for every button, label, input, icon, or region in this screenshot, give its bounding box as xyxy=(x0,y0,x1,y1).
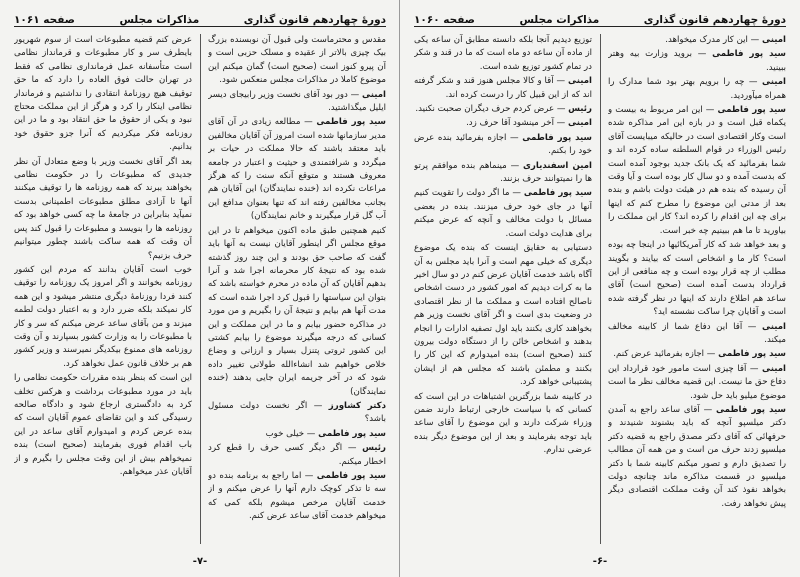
right-page-right-column xyxy=(608,34,786,544)
paragraph xyxy=(208,470,386,524)
paragraph-text: این است که بنظر بنده مقررات حکومت نظامی را باید در مورد مطبوعات برداشت و هرکس تخلف کرد به دادگستری ارجاع شود و دادگاه صالحه رسیدگی کند و این تقاضای عموم آقایان است که بنده عرض کردم و امیدوارم آقای ساعد در این باب اقدام فوری بفرمایند (صحیح است) بنده نمیخواهم بیش از این وقت مجلس را بگیرم و از آقایان عذر میخواهم. xyxy=(14,373,192,477)
speaker-name: سید پور فاطمی xyxy=(523,188,592,199)
right-page-column-divider xyxy=(600,34,601,544)
paragraph-text: — آخر مینشود آقا حرف زد. xyxy=(466,118,566,129)
speaker-name: امینی xyxy=(762,363,786,374)
right-header-session: دورهٔ چهاردهم قانون گذاری xyxy=(643,14,786,26)
speaker-name: سید پور فاطمی xyxy=(522,132,592,143)
left-page-right-column xyxy=(208,34,386,544)
paragraph-text: — اما راجع به برنامه بنده دو سه تا تذکر کوچک دارم آنها را عرض میکنم و از خدمت آقایان مرخص میشوم بلکه کمی که میخواهم خدمت آقای ساعد عرض کنم. xyxy=(208,471,386,522)
speaker-name: امینی xyxy=(568,76,592,87)
paragraph-text: — چه را برویم بهتر بود شما مدارک را همراه میآوردید. xyxy=(608,77,786,101)
paragraph xyxy=(608,34,786,47)
speaker-name: سید پور فاطمی xyxy=(712,49,786,60)
paragraph-text: مقدس و محترماست ولی قبول آن نوبسنده بزرگ بیک چیزی بالاتر از عقیده و مسلک حزبی است و آن پیرو کنوز است (صحیح است) گمان میکنم این موضوع کاملا در مذاکرات مجلس منعکس شود. xyxy=(208,35,386,86)
right-page-header xyxy=(414,10,786,27)
right-page xyxy=(400,0,800,577)
paragraph xyxy=(414,34,592,74)
speaker-name: سید پور فاطمی xyxy=(318,428,386,439)
speaker-name: دکتر کشاورز xyxy=(328,400,386,411)
paragraph-text: بعد اگر آقای نخست وزیر با وضع متعادل آن نظر جدیدی که مطبوعات را در حکومت نظامی بخواهند ببرند که همه روزنامه ها را توقیف میکنند آنها تا آزادی مطلق مطبوعات اطمینانی بدست نمیآید بنابراین در جامعهٔ ما چه کسی خواهد بود که روزنامه ها را بنویسد و مطبوعات را قبول کند پس آن وقت که همه ساکت باشند چطور میتوانیم حرف بزنیم؟ xyxy=(14,156,192,261)
paragraph-text: خوب است آقایان بدانند که مردم این کشور روزنامه بخوانند و اگر امروز یک روزنامه را توقیف کنند فردا روزنامهٔ دیگری منتشر میشود و این همه کار نمیکند بلکه ضرر دارد و به اعتبار دولت لطمه میزند و من بآقای ساعد عرض میکنم که سر و کار با مطبوعات را به وزارت کشور بسپارند و آن وقت روزنامه های ممنوع بیکدیگر نمیرسند و وزیر کشور هم بر خلاف قانون عمل نخواهد کرد. xyxy=(14,264,192,369)
right-page-left-column xyxy=(414,34,592,544)
paragraph xyxy=(208,225,386,399)
left-page-header xyxy=(14,10,386,27)
speaker-name: رئیس xyxy=(362,443,386,454)
left-header-page-label: صفحه ۱۰۶۱ xyxy=(14,14,75,26)
paragraph xyxy=(208,116,386,223)
paragraph-text: — آقا و کالا مجلس هنوز قند و شکر گرفته اند که از این قبیل کار را درست کرده اند. xyxy=(414,76,592,100)
paragraph-text: — این امر مربوط به بیست و یکماه قبل است و در بازه این امر مذاکره شده است وکار اقتصادی است در حالیکه میبایست آقای رئیس الوزراء در قوام السلطنه ساده کرده اند و شما بفرمائید که یک بانک جدید بوجود آمده است که بدست آمده و دو سال کار بوده است و آیا وقت آن رسیده که بنده هم در هیئت دولت باشم و بنده بعد از مدتی این موضوع را مطرح کنم که اینها برای چه این اقدام را کرده اند؟ کار این مملکت را بیاورید تا ما هم ببینیم چه خبر است. xyxy=(608,105,786,236)
paragraph xyxy=(208,428,386,441)
paragraph-text: — دور بود آقای نخست وزیر رابیجای دیسر ایلیل میگذاشتید. xyxy=(208,89,386,114)
right-page-number: -۶- xyxy=(592,556,608,567)
paragraph-text: دستیابی به حقایق اینست که بنده یک موضوع دیگری که خیلی مهم است و آنرا باید مجلس به آن آگاه باشد خدمت آقایان عرض کنم در دو سال اخیر ما به کرات دیدیم که امور کشور در دست اشخاص ناصالح افتاده است و مملکت ما از نظر اقتصادی در وضعیت بدی است و اگر آقای نخست وزیر هم بخواهند کاری بکنند باید اول تصفیه ادارات را انجام بدهند و اشخاص خائن را از دستگاه دولت بیرون کنند (صحیح است) بنده امیدوارم که این کار را بکنند و مطمئن باشند که مجلس هم از ایشان پشتیبانی خواهد کرد. xyxy=(414,243,592,388)
paragraph xyxy=(14,34,192,155)
paragraph-text: و بعد خواهد شد که کار آمریکائیها در اینجا چه بوده است؟ کار ما و اشخاص است که بیایند و بگویند مطلب از چه قرار بوده است و چه منافعی از این قرارداد بدست آمده است (صحیح است) آقای ساعد هم اطلاع دارند که اینها در نظر گرفته شده است و آقایان چرا ساکت نشسته اید؟ xyxy=(608,240,786,318)
paragraph xyxy=(608,48,786,75)
paragraph-text: — آقای ساعد راجع به آمدن دکتر میلسپو آنچه که باید بشنوند شنیدند و حرفهائی که آقای دکتر مصدق راجع به قضیه دکتر میلسپو زدند حرف من است و من همه آن مطالب را تصدیق دارم و تصور میکنم کابینه شما با دکتر میلسپو در قسمت مذاکره ماند چنانچه دولت بخواهد نفوذ کند آن وقت مملکت اقتصادی دیگر پیش نخواهد رفت. xyxy=(608,404,786,509)
paragraph-text: — اجازه بفرمائید عرض کنم. xyxy=(613,349,716,360)
paragraph xyxy=(608,404,786,511)
paragraph xyxy=(208,400,386,427)
speaker-name: سید پور فاطمی xyxy=(316,117,386,128)
paragraph xyxy=(608,348,786,361)
speaker-name: رئیس xyxy=(568,104,592,115)
paragraph xyxy=(414,160,592,187)
paragraph xyxy=(414,75,592,102)
speaker-name: امین اسفندیاری xyxy=(523,160,592,171)
paragraph-text: توزیع دیدیم آنجا بلکه دانسته مطابق آن ساعه یکی از ماده آن ساعه دو ماه است که ما در قند و شکر در تمام کشور توزیع شده است. xyxy=(414,35,592,72)
paragraph-text: — مینماهم بنده موافقم پرتو ها را نمیتوانند حرف بزنند. xyxy=(414,160,592,185)
paragraph-text: در کابینه شما بزرگترین اشتباهات در این است که کسانی که با سیاست خارجی ارتباط دارند ضمن وزراء شرکت دارند و این موضوع را آقای ساعد باید توجه بفرمایند و بعد از این موضوع دیگر بنده عرضی ندارم. xyxy=(414,391,592,456)
paragraph xyxy=(414,187,592,241)
paragraph xyxy=(414,132,592,159)
speaker-name: امینی xyxy=(762,77,786,88)
paragraph-text: — این کار مدرک میخواهد. xyxy=(665,35,760,45)
paragraph-text: — خیلی خوب xyxy=(265,428,316,439)
paragraph-text: عرض کنم قضیه مطبوعات است از سوم شهریور بایطرف سر و کار مطبوعات و قرمانداز نظامی است متأسفانه عمل فرمانداری نظامی که فقط در تهران حالت فوق العاده را دارد که ما حق توقیف هیچ روزنامهٔ انتقادی را نداشتیم و فرماندار نظامی اینکار را کرد و هرگز از این مملکت محتاج نبود و یکی از حقوق ما حق انتقاد بود و ما در این روزنامه فکر میکردیم که آنرا جزو حقوق خود بدانیم. xyxy=(14,35,192,153)
left-header-center: مذاکرات مجلس xyxy=(119,14,200,26)
paragraph xyxy=(608,363,786,403)
paragraph xyxy=(608,321,786,348)
paragraph-text: — بروید وزارت بیه وهتر ببینید. xyxy=(608,49,786,73)
paragraph xyxy=(414,242,592,389)
speaker-name: سید پور فاطمی xyxy=(717,105,786,116)
paragraph-text: — آقا چیزی است مامور خود قرارداد این دفاع حق ما نیست. این قضیه مخالف نظر ما است موضوع میلیو باید حل شود. xyxy=(608,363,786,401)
left-page-left-column xyxy=(14,34,192,544)
paragraph xyxy=(14,264,192,371)
paragraph-text: — اگر نخست دولت مسئول باشد؟ xyxy=(208,400,386,425)
speaker-name: امینی xyxy=(568,118,592,129)
paragraph xyxy=(208,34,386,88)
paragraph xyxy=(414,117,592,130)
left-page-number: -۷- xyxy=(192,556,208,567)
paragraph xyxy=(14,372,192,479)
left-page-column-divider xyxy=(200,34,201,544)
speaker-name: سید پور فاطمی xyxy=(316,471,386,481)
paragraph-text: — اجازه بفرمائید بنده عرض خود را بکنم. xyxy=(414,132,592,157)
paragraph-text: — عرض کردم حرف دیگران صحبت نکنید. xyxy=(415,104,566,115)
paragraph xyxy=(414,391,592,458)
paragraph-text: — ما اگر دولت را تقویت کنیم آنها در جای خود حرف میزنند. بنده در بعضی مسائل با دولت مخالف و آنچه که عرض میکنم برای هدایت دولت است. xyxy=(414,188,592,239)
paragraph xyxy=(208,89,386,116)
speaker-name: سید پور فاطمی xyxy=(715,404,786,415)
speaker-name: سید پور فاطمی xyxy=(718,349,786,360)
right-header-page-label: صفحه ۱۰۶۰ xyxy=(414,14,475,26)
paragraph xyxy=(208,442,386,469)
speaker-name: امینی xyxy=(762,35,786,45)
paragraph xyxy=(414,103,592,116)
paragraph xyxy=(608,76,786,103)
paragraph xyxy=(608,104,786,238)
speaker-name: امینی xyxy=(762,321,786,332)
left-header-session: دورهٔ چهاردهم قانون گذاری xyxy=(243,14,386,26)
right-header-center: مذاکرات مجلس xyxy=(519,14,600,26)
paragraph xyxy=(14,156,192,263)
speaker-name: امینی xyxy=(362,89,386,100)
paragraph-text: — مطالعه زیادی در آن آقای مدیر سازمانها شده است امروز آن آقایان مخالفین باید معتقد باشند که حالا مملکت در حیات بر میگردد و شرافتمندی و حیثیت و اعتبار در جامعه معروف هستند و متوقع آنکه سنت را که هرگز مراعات نکرده اند (خنده نمایندگان) این آقایان هم بجانب مخالفین رفته اند که تنها بعنوان مدافع این آب گل قرار میگیرند و خانم نمایندگان) xyxy=(208,117,386,222)
paragraph-text: — اگر دیگر کسی حرف را قطع کرد اخطار میکنم. xyxy=(208,443,386,467)
paragraph-text: کنیم همچنین طبق ماده اکنون میخواهم تا در این موقع مجلس اگر اینطور آقایان نیست به آنها باید گفت که صاحب حق بودند و این چند روز گذشته شده بود که نتیجهٔ کار محرمانه اجرا شد و آنرا بدهیم آقایان که آن ماده در محرم خواسته باشد که بتوان این سیاستها را قبول کرد اجرا شده است که مدت آنها هم بیایم و نتیجهٔ آن را بگیریم و من مورد در مذاکره حضور بیابم و ما در این مملکت و این کسانی که درجه میگیرند موضوع را بیابم کشتی این کشور ثروتی پتنزل بسیار و ارزانی و وضاع خلاص خواهیم شد انشاءالله طولانی تغییر داده شود که در آخر جریمه ایران جایی بدهند (خنده نمایندگان) xyxy=(208,225,386,397)
paragraph-text: — آقا این دفاع شما از کابینه مخالف میکند. xyxy=(608,321,786,345)
paragraph xyxy=(608,239,786,319)
